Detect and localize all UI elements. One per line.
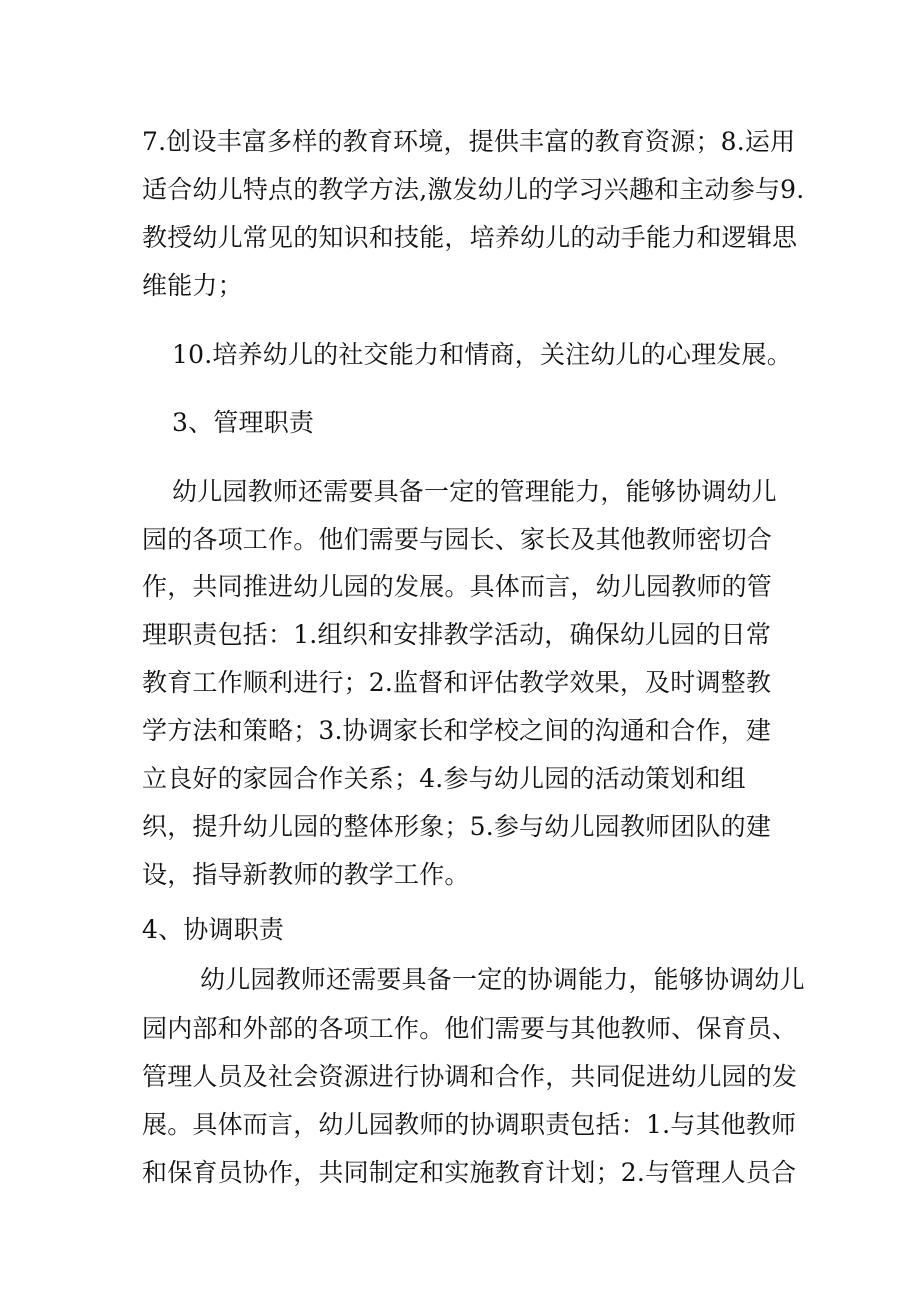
text-line: 教授幼儿常见的知识和技能，培养幼儿的动手能力和逻辑思 <box>142 223 798 252</box>
text-line: 理职责包括：1.组织和安排教学活动，确保幼儿园的日常 <box>142 620 772 649</box>
text-line: 作，共同推进幼儿园的发展。具体而言，幼儿园教师的管 <box>142 572 773 601</box>
text-line: 适合幼儿特点的教学方法,激发幼儿的学习兴趣和主动参与9. <box>142 175 805 204</box>
text-line: 园的各项工作。他们需要与园长、家长及其他教师密切合 <box>142 525 773 554</box>
text-line: 设，指导新教师的教学工作。 <box>142 860 470 889</box>
text-line: 管理人员及社会资源进行协调和合作，共同促进幼儿园的发 <box>142 1062 798 1091</box>
text-line: 学方法和策略；3.协调家长和学校之间的沟通和合作，建 <box>142 716 772 745</box>
text-line: 7.创设丰富多样的教育环境，提供丰富的教育资源；8.运用 <box>142 127 796 156</box>
text-line: 维能力； <box>142 271 243 300</box>
text-line: 园内部和外部的各项工作。他们需要与其他教师、保育员、 <box>142 1014 798 1043</box>
text-line: 和保育员协作，共同制定和实施教育计划；2.与管理人员合 <box>142 1158 797 1187</box>
text-line: 10.培养幼儿的社交能力和情商，关注幼儿的心理发展。 <box>172 340 792 369</box>
section-heading: 3、管理职责 <box>172 408 315 437</box>
text-line: 幼儿园教师还需要具备一定的协调能力，能够协调幼儿 <box>200 965 805 994</box>
text-line: 展。具体而言，幼儿园教师的协调职责包括：1.与其他教师 <box>142 1110 797 1139</box>
text-line: 幼儿园教师还需要具备一定的管理能力，能够协调幼儿 <box>172 477 777 506</box>
text-line: 教育工作顺利进行；2.监督和评估教学效果，及时调整教 <box>142 668 772 697</box>
section-heading: 4、协调职责 <box>142 915 285 944</box>
text-line: 立良好的家园合作关系；4.参与幼儿园的活动策划和组 <box>142 764 746 793</box>
text-line: 织，提升幼儿园的整体形象；5.参与幼儿园教师团队的建 <box>142 812 772 841</box>
